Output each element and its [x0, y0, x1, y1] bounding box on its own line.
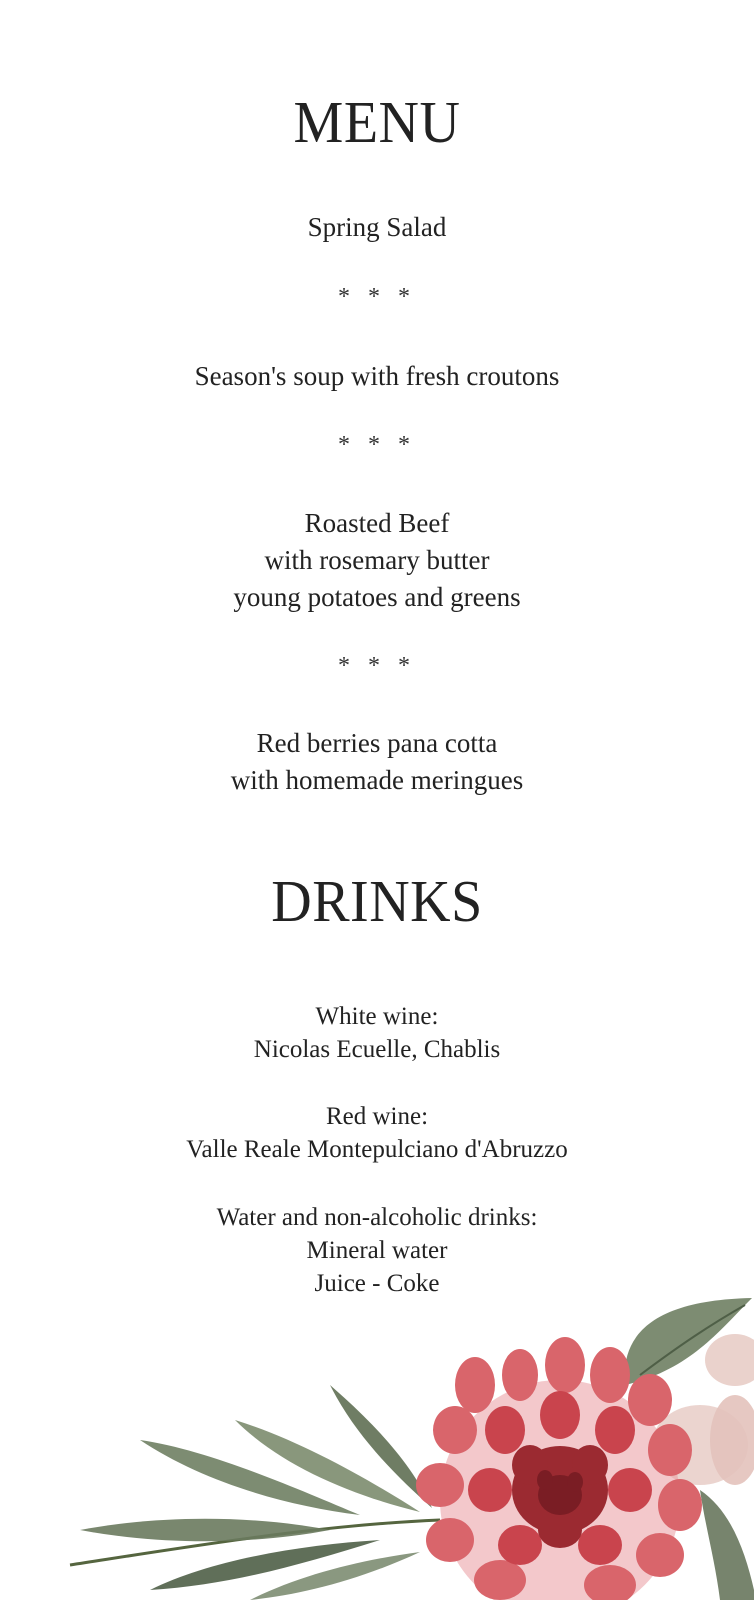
drink-line: Water and non-alcoholic drinks: [216, 1204, 538, 1231]
drinks-title: DRINKS [271, 869, 483, 935]
floral-bouquet-icon [0, 1290, 754, 1600]
course-1 [0, 209, 754, 246]
course-line: Red berries pana cotta [256, 728, 498, 758]
course-line: Roasted Beef [304, 508, 450, 538]
course-line: with rosemary butter [264, 545, 490, 575]
drink-group-white-wine [0, 1000, 754, 1066]
drink-line: Red wine: [325, 1103, 429, 1130]
separator-3: * * * [338, 653, 416, 679]
separator-2: * * * [338, 432, 416, 458]
course-line: Season's soup with fresh croutons [194, 361, 560, 391]
drink-group-red-wine [0, 1100, 754, 1166]
course-line: with homemade meringues [230, 765, 524, 795]
drink-line: White wine: [315, 1003, 439, 1030]
drink-line: Juice - Coke [314, 1270, 440, 1297]
course-4 [0, 725, 754, 799]
course-3 [0, 505, 754, 616]
drink-line: Mineral water [306, 1237, 448, 1264]
menu-title: MENU [293, 90, 461, 156]
course-line: Spring Salad [307, 212, 447, 242]
drink-line: Valle Reale Montepulciano d'Abruzzo [186, 1136, 568, 1163]
separator-1: * * * [338, 284, 416, 310]
flower-icon [416, 1334, 754, 1600]
drink-line: Nicolas Ecuelle, Chablis [253, 1036, 501, 1063]
course-2 [0, 358, 754, 395]
course-line: young potatoes and greens [233, 582, 521, 612]
drink-group-soft-drinks [0, 1201, 754, 1300]
